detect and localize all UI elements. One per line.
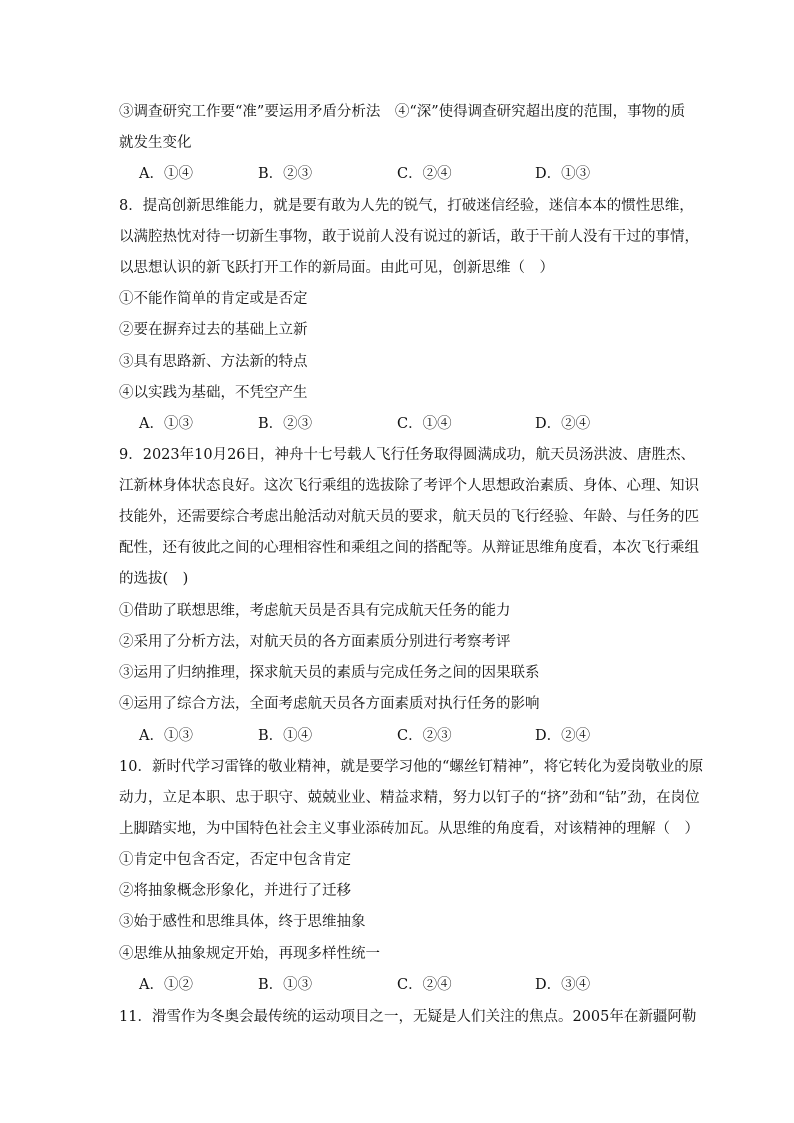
q9-statement-4: ④运用了综合方法，全面考虑航天员各方面素质对执行任务的影响 [119,696,540,712]
q10-stem-line: 上脚踏实地，为中国特色社会主义事业添砖加瓦。从思维的角度看，对该精神的理解（ ） [119,821,699,837]
q10-statement-4: ④思维从抽象规定开始，再现多样性统一 [119,946,380,962]
q8-statement-3: ③具有思路新、方法新的特点 [119,354,308,370]
q11-stem-line: 11．滑雪作为冬奥会最传统的运动项目之一，无疑是人们关注的焦点。2005年在新疆阿勒 [119,1009,697,1025]
q8-stem-line: 以思想认识的新飞跃打开工作的新局面。由此可见，创新思维（ ） [119,260,554,276]
q8-option-c[interactable]: C．①④ [397,416,452,432]
q9-option-b[interactable]: B．①④ [258,728,313,744]
q8-statement-2: ②要在摒弃过去的基础上立新 [119,322,308,338]
q9-stem-line: 技能外，还需要综合考虑出舱活动对航天员的要求，航天员的飞行经验、年龄、与任务的匹 [119,509,699,525]
q9-option-c[interactable]: C．②③ [397,728,452,744]
q10-option-b[interactable]: B．①③ [258,977,313,993]
q9-stem-line: 配性，还有彼此之间的心理相容性和乘组之间的搭配等。从辩证思维角度看，本次飞行乘组 [119,540,699,556]
q10-statement-1: ①肯定中包含否定，否定中包含肯定 [119,852,351,868]
q8-stem-line: 8．提高创新思维能力，就是要有敢为人先的锐气，打破迷信经验，迷信本本的惯性思维， [119,198,694,214]
q10-option-d[interactable]: D．③④ [535,977,591,993]
q10-stem-line: 10．新时代学习雷锋的敬业精神，就是要学习他的“螺丝钉精神”，将它转化为爱岗敬业的原 [119,759,704,775]
q9-option-a[interactable]: A．①③ [139,728,193,744]
q9-stem-line: 9．2023年10月26日，神舟十七号载人飞行任务取得圆满成功，航天员汤洪波、唐胜杰、 [119,447,696,463]
q7-option-a[interactable]: A．①④ [139,166,193,182]
q8-stem-line: 以满腔热忱对待一切新生事物，敢于说前人没有说过的新话，敢于干前人没有干过的事情， [119,229,699,245]
q10-statement-3: ③始于感性和思维具体，终于思维抽象 [119,914,366,930]
q10-options [139,975,659,995]
q9-options [139,726,659,746]
q8-statement-4: ④以实践为基础，不凭空产生 [119,385,308,401]
q10-option-c[interactable]: C．②④ [397,977,452,993]
q8-option-b[interactable]: B．②③ [258,416,313,432]
q10-option-a[interactable]: A．①② [139,977,193,993]
q7-option-d[interactable]: D．①③ [535,166,591,182]
q8-option-d[interactable]: D．②④ [535,416,591,432]
q7-options [139,164,659,184]
q8-statement-1: ①不能作简单的肯定或是否定 [119,291,308,307]
q9-statement-1: ①借助了联想思维，考虑航天员是否具有完成航天任务的能力 [119,603,511,619]
q10-stem-line: 动力，立足本职、忠于职守、兢兢业业、精益求精，努力以钉子的“挤”劲和“钻”劲，在岗位 [119,790,700,806]
q7-statement-line: ③调查研究工作要“准”要运用矛盾分析法 ④“深”使得调查研究超出度的范围，事物的质 [119,104,686,120]
q7-statement-line-cont: 就发生变化 [119,135,192,151]
q7-option-c[interactable]: C．②④ [397,166,452,182]
q9-statement-2: ②采用了分析方法，对航天员的各方面素质分别进行考察考评 [119,634,511,650]
q8-options [139,414,659,434]
q9-stem-line: 江新林身体状态良好。这次飞行乘组的选拔除了考评个人思想政治素质、身体、心理、知识 [119,478,699,494]
q7-option-b[interactable]: B．②③ [258,166,313,182]
q8-option-a[interactable]: A．①③ [139,416,193,432]
q9-statement-3: ③运用了归纳推理，探求航天员的素质与完成任务之间的因果联系 [119,665,540,681]
q10-statement-2: ②将抽象概念形象化，并进行了迁移 [119,883,351,899]
q9-option-d[interactable]: D．②④ [535,728,591,744]
q9-stem-line: 的选拔( ) [119,571,189,587]
